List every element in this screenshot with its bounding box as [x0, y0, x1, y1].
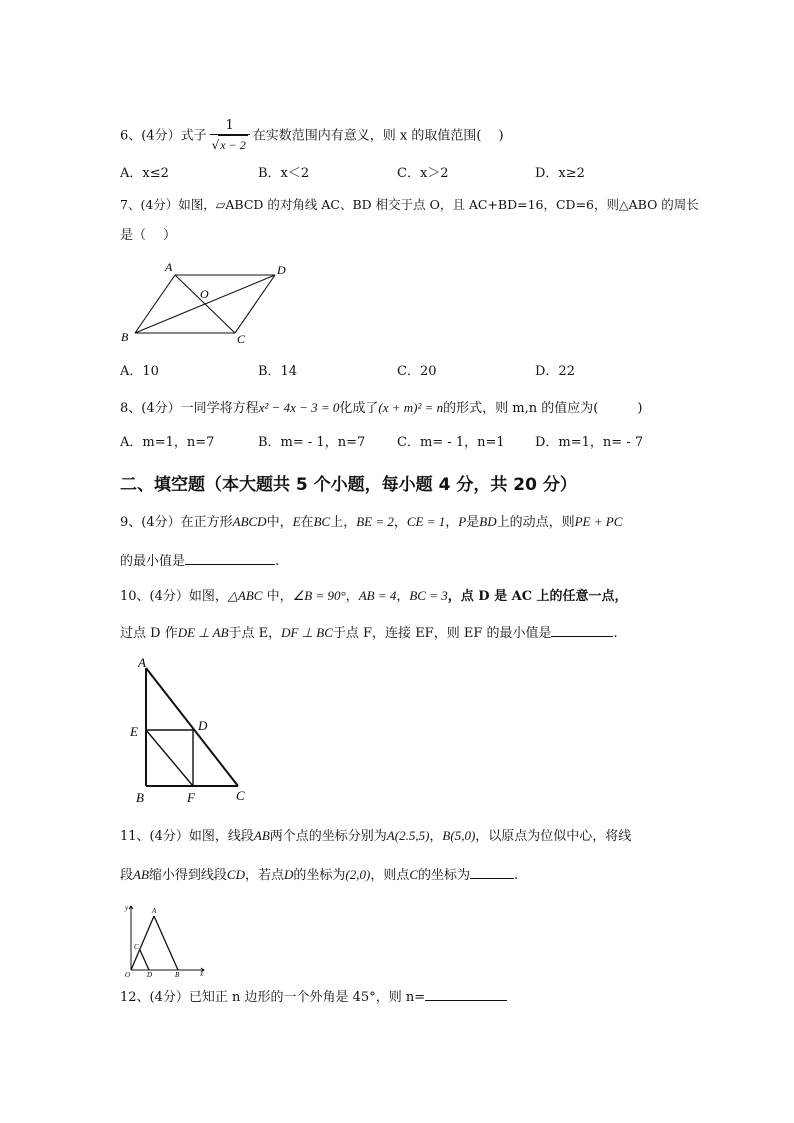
- q11-label-b: B: [175, 971, 180, 979]
- q10-line2-text-3: 于点 F，连接 EF，则 EF 的最小值是: [332, 626, 552, 641]
- question-10: [120, 586, 628, 607]
- q11-label-x: x: [200, 970, 204, 978]
- q9-end: .: [275, 554, 280, 569]
- q10-triangle-figure: [128, 652, 253, 807]
- q10-var-de-ab: DE ⊥ AB: [177, 625, 229, 640]
- q10-label-b: B: [136, 790, 144, 805]
- q6-option-b: B．x＜2: [258, 166, 310, 181]
- q9-text-7: 是: [466, 515, 480, 530]
- question-6: [120, 118, 504, 154]
- q10-line2-text-2: 于点 E，: [228, 626, 282, 641]
- q11-line2-text-1: 段: [120, 868, 134, 883]
- q6-frac-den: x − 2: [218, 135, 247, 154]
- q10-text-3: ，: [345, 589, 359, 604]
- q9-var-bc: BC: [313, 514, 331, 529]
- q10-var-angle-b: ∠B = 90°: [292, 588, 346, 603]
- q9-line2: [120, 550, 279, 572]
- q11-text-4: ，以原点为位似中心，将线: [475, 829, 632, 844]
- q7-line2: 是（ ）: [120, 228, 177, 243]
- q10-line2-text-1: 过点 D 作: [120, 626, 178, 641]
- q12-text: 12、(4分）已知正 n 边形的一个外角是 45°，则 n=: [120, 990, 426, 1005]
- q8-option-a: A．m=1，n=7: [120, 435, 215, 450]
- section-2-title: 二、填空题（本大题共 5 个小题，每小题 4 分，共 20 分）: [120, 475, 577, 495]
- q11-line2-text-4: 的坐标为: [293, 868, 346, 883]
- q11-text-1: 11、(4分）如图，线段: [120, 829, 254, 844]
- q10-var-bc: BC = 3: [409, 588, 448, 603]
- q11-text-2: 两个点的坐标分别为: [269, 829, 387, 844]
- q11-line2-text-2: 缩小得到线段: [148, 868, 227, 883]
- q8-mid: 化成了: [339, 401, 379, 416]
- q6-suffix: 在实数范围内有意义，则 x 的取值范围( ): [252, 128, 504, 144]
- q12-answer-blank: [425, 986, 507, 1001]
- q11-line2-text-6: 的坐标为: [418, 868, 471, 883]
- q10-label-d: D: [198, 718, 208, 733]
- q11-label-a: A: [152, 907, 157, 915]
- q7-option-a: A．10: [120, 364, 159, 379]
- q6-prefix: 6、(4分）式子: [120, 128, 207, 144]
- q11-line2: [120, 864, 518, 886]
- q11-var-ab: AB: [253, 828, 270, 843]
- q8-option-c: C．m= - 1，n=1: [397, 435, 505, 450]
- q11-answer-blank: [470, 864, 514, 879]
- q6-option-d: D．x≥2: [535, 166, 585, 181]
- q11-label-y: y: [125, 904, 129, 912]
- q11-var-a-coord: A(2.5,5): [386, 828, 430, 843]
- q9-text-5: ，: [393, 515, 407, 530]
- q7-label-c: C: [237, 332, 246, 346]
- q9-text-3: 在: [300, 515, 314, 530]
- q10-text-5: ，点 D 是 AC 上的任意一点，: [447, 589, 628, 604]
- q11-coordinate-figure: [116, 900, 211, 980]
- q11-line2-var-d: D: [284, 867, 294, 882]
- q8-equation-2: (x + m)² = n: [378, 400, 444, 415]
- q11-line2-var-ab: AB: [133, 867, 149, 882]
- q7-option-d: D．22: [535, 364, 575, 379]
- q10-label-e: E: [130, 724, 138, 739]
- q11-line2-var-d-coord: (2,0): [345, 867, 371, 882]
- q9-var-abcd: ABCD: [232, 514, 267, 529]
- q7-label-b: B: [121, 330, 129, 344]
- q9-text-1: 9、(4分）在正方形: [120, 515, 233, 530]
- q7-option-c: C．20: [397, 364, 437, 379]
- q11-text-3: ，: [429, 829, 443, 844]
- q7-line1: 7、(4分）如图，▱ABCD 的对角线 AC、BD 相交于点 O，且 AC+BD=16，CD=6，则△ABO 的周长: [120, 197, 699, 212]
- q10-var-triangle: △ABC: [227, 588, 263, 603]
- q11-end: .: [514, 868, 519, 883]
- q10-text-2: 中，: [262, 589, 293, 604]
- q9-var-p: P: [458, 514, 467, 529]
- q6-option-a: A．x≤2: [120, 166, 169, 181]
- q9-text-6: ，: [445, 515, 459, 530]
- q7-option-b: B．14: [258, 364, 298, 379]
- question-12: [120, 986, 507, 1008]
- question-9: [120, 512, 622, 533]
- q11-line2-var-cd: CD: [226, 867, 245, 882]
- q7-label-d: D: [277, 263, 286, 277]
- q10-label-a: A: [138, 655, 146, 670]
- q9-answer-blank: [185, 550, 275, 565]
- q10-line2: [120, 622, 618, 644]
- q9-text-2: 中，: [266, 515, 293, 530]
- q7-label-a: A: [165, 260, 173, 274]
- q10-var-df-bc: DF ⊥ BC: [281, 625, 333, 640]
- q8-prefix: 8、(4分）一同学将方程: [120, 401, 259, 416]
- q11-line2-text-5: ，则点: [370, 868, 410, 883]
- q9-var-pe-pc: PE + PC: [574, 514, 623, 529]
- q9-var-bd: BD: [479, 514, 497, 529]
- q9-var-ce: CE = 1: [406, 514, 446, 529]
- q11-var-b-coord: B(5,0): [442, 828, 476, 843]
- q10-label-f: F: [187, 790, 195, 805]
- q9-text-4: 上，: [330, 515, 357, 530]
- q11-label-o: O: [125, 971, 131, 979]
- q11-line2-var-c: C: [409, 867, 419, 882]
- q8-option-b: B．m= - 1，n=7: [258, 435, 366, 450]
- question-11: [120, 826, 631, 847]
- q9-text-8: 上的动点，则: [496, 515, 575, 530]
- q6-fraction: $\frac{1}{√x - 2}$: [210, 118, 250, 154]
- q8-suffix: 的形式，则 m,n 的值应为( ): [443, 401, 643, 416]
- question-8: [120, 398, 642, 419]
- q9-var-e: E: [292, 514, 301, 529]
- q10-end: .: [613, 626, 618, 641]
- q9-line2-text: 的最小值是: [120, 554, 186, 569]
- q8-option-d: D．m=1，n= - 7: [535, 435, 644, 450]
- q10-var-ab: AB = 4: [358, 588, 397, 603]
- q10-answer-blank: [551, 622, 613, 637]
- q8-equation-1: x² − 4x − 3 = 0: [258, 400, 340, 415]
- q9-var-be: BE = 2: [356, 514, 394, 529]
- q11-line2-text-3: ，若点: [244, 868, 284, 883]
- q7-label-o: O: [200, 287, 209, 301]
- q6-frac-num: 1: [225, 118, 234, 133]
- q7-parallelogram-figure: [115, 255, 300, 350]
- q11-label-d: D: [147, 971, 153, 979]
- q10-label-c: C: [236, 788, 245, 803]
- q10-text-4: ，: [396, 589, 410, 604]
- q10-text-1: 10、(4分）如图，: [120, 589, 228, 604]
- q6-option-c: C．x＞2: [397, 166, 449, 181]
- q11-label-c: C: [134, 943, 139, 951]
